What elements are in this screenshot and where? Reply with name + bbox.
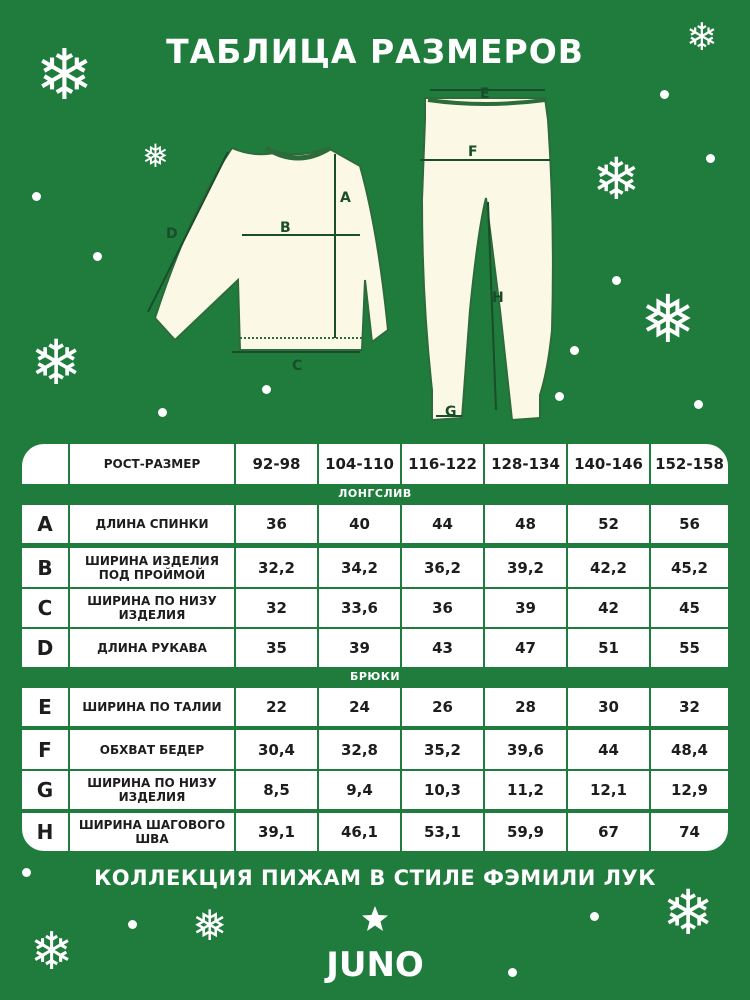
pants-illustration [422,98,553,420]
brand-logo: JUNO [326,945,424,985]
value-cell: 36,2 [402,548,483,587]
value-cell: 10,3 [402,771,483,809]
snowflake-icon: ❄ [30,922,74,982]
value-cell: 53,1 [402,813,483,851]
size-header: 104-110 [319,444,400,484]
label-d: D [166,226,178,242]
value-cell: 8,5 [236,771,317,809]
row-name: ШИРИНА ПО НИЗУ ИЗДЕЛИЯ [70,771,234,809]
value-cell: 34,2 [319,548,400,587]
value-cell: 11,2 [485,771,566,809]
size-header: 92-98 [236,444,317,484]
header-corner [22,444,68,484]
snowflake-icon: ❄ [686,15,718,59]
row-name: ШИРИНА ИЗДЕЛИЯ ПОД ПРОЙМОЙ [70,548,234,587]
size-header: 116-122 [402,444,483,484]
row-name: ШИРИНА ШАГОВОГО ШВА [70,813,234,851]
row-name: ОБХВАТ БЕДЕР [70,730,234,769]
value-cell: 22 [236,688,317,726]
value-cell: 45 [651,589,728,627]
value-cell: 42,2 [568,548,649,587]
row-name: ДЛИНА РУКАВА [70,629,234,667]
row-letter: A [22,505,68,543]
value-cell: 32 [236,589,317,627]
value-cell: 43 [402,629,483,667]
value-cell: 46,1 [319,813,400,851]
page-title: ТАБЛИЦА РАЗМЕРОВ [166,32,584,71]
row-letter: F [22,730,68,769]
value-cell: 56 [651,505,728,543]
value-cell: 47 [485,629,566,667]
row-letter: H [22,813,68,851]
label-a: A [340,190,351,206]
value-cell: 39 [319,629,400,667]
value-cell: 24 [319,688,400,726]
label-c: C [292,358,303,374]
value-cell: 52 [568,505,649,543]
header-label: РОСТ-РАЗМЕР [70,444,234,484]
value-cell: 9,4 [319,771,400,809]
value-cell: 67 [568,813,649,851]
value-cell: 32,2 [236,548,317,587]
label-g: G [445,404,457,420]
row-letter: C [22,589,68,627]
section-title: БРЮКИ [349,670,401,683]
value-cell: 55 [651,629,728,667]
snowflake-icon: ❄ [35,34,94,116]
value-cell: 40 [319,505,400,543]
row-name: ШИРИНА ПО НИЗУ ИЗДЕЛИЯ [70,589,234,627]
snowflake-icon: ❅ [640,281,696,358]
value-cell: 28 [485,688,566,726]
value-cell: 59,9 [485,813,566,851]
value-cell: 45,2 [651,548,728,587]
snowflake-icon: ❅ [142,137,169,175]
value-cell: 48,4 [651,730,728,769]
row-letter: B [22,548,68,587]
value-cell: 33,6 [319,589,400,627]
value-cell: 26 [402,688,483,726]
value-cell: 36 [402,589,483,627]
row-letter: E [22,688,68,726]
value-cell: 30 [568,688,649,726]
row-name: ШИРИНА ПО ТАЛИИ [70,688,234,726]
snowflake-icon: ❅ [192,901,228,950]
row-letter: G [22,771,68,809]
value-cell: 51 [568,629,649,667]
value-cell: 44 [402,505,483,543]
longsleeve-illustration [155,148,388,350]
value-cell: 35 [236,629,317,667]
value-cell: 39,6 [485,730,566,769]
star-icon [361,905,389,933]
label-h: H [492,290,504,306]
section-title: ЛОНГСЛИВ [338,487,412,500]
size-header: 152-158 [651,444,728,484]
collection-footer: КОЛЛЕКЦИЯ ПИЖАМ В СТИЛЕ ФЭМИЛИ ЛУК [94,866,656,890]
row-name: ДЛИНА СПИНКИ [70,505,234,543]
snow-dot [590,912,599,921]
row-letter: D [22,629,68,667]
value-cell: 39,2 [485,548,566,587]
value-cell: 44 [568,730,649,769]
value-cell: 12,9 [651,771,728,809]
size-header: 128-134 [485,444,566,484]
label-e: E [480,86,490,102]
value-cell: 39 [485,589,566,627]
label-f: F [468,144,478,160]
snowflake-icon: ❄ [662,876,714,949]
garment-diagram [0,80,750,440]
value-cell: 42 [568,589,649,627]
value-cell: 30,4 [236,730,317,769]
value-cell: 39,1 [236,813,317,851]
value-cell: 35,2 [402,730,483,769]
value-cell: 36 [236,505,317,543]
size-header: 140-146 [568,444,649,484]
snowflake-icon: ❄ [592,145,641,213]
label-b: B [280,220,291,236]
value-cell: 74 [651,813,728,851]
value-cell: 12,1 [568,771,649,809]
snowflake-icon: ❄ [30,326,82,399]
value-cell: 32 [651,688,728,726]
value-cell: 48 [485,505,566,543]
value-cell: 32,8 [319,730,400,769]
snow-dot [128,920,137,929]
